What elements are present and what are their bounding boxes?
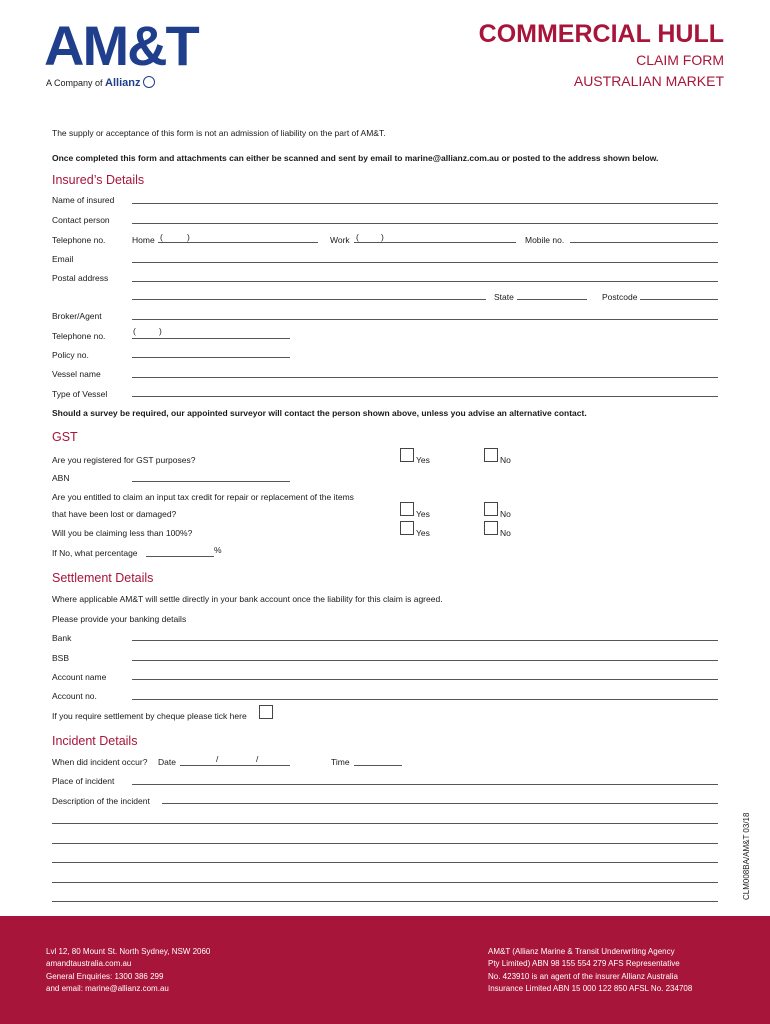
- account-name-field[interactable]: [132, 679, 718, 680]
- home-phone-field[interactable]: [158, 242, 318, 243]
- footer-legal-line: Insurance Limited ABN 15 000 122 850 AFSL No. 234708: [488, 984, 693, 994]
- type-of-vessel-field[interactable]: [132, 396, 718, 397]
- home-paren-open: (: [160, 232, 163, 242]
- allianz-brand: Allianz: [105, 77, 141, 89]
- postal-address-line2-field[interactable]: [132, 299, 486, 300]
- postal-address-field[interactable]: [132, 281, 718, 282]
- gst-registered-question: Are you registered for GST purposes?: [52, 455, 196, 465]
- broker-paren-close: ): [159, 326, 162, 336]
- footer-legal: [488, 946, 692, 996]
- broker-paren-open: (: [133, 326, 136, 336]
- type-of-vessel-label: Type of Vessel: [52, 389, 108, 399]
- time-label: Time: [331, 757, 350, 767]
- settlement-note: Where applicable AM&T will settle directly in your bank account once the liability for this claim is agreed.: [52, 594, 443, 604]
- liability-disclaimer: The supply or acceptance of this form is not an admission of liability on the part of AM&T.: [52, 128, 386, 138]
- input-credit-no-label: No: [500, 509, 511, 519]
- footer-legal-line: Pty Limited) ABN 98 155 554 279 AFS Representative: [488, 959, 680, 969]
- description-label: Description of the incident: [52, 796, 150, 806]
- footer-legal-line: AM&T (Allianz Marine & Transit Underwriting Agency: [488, 947, 675, 956]
- gst-registered-yes-checkbox[interactable]: [400, 448, 414, 462]
- work-label: Work: [330, 235, 350, 245]
- gst-registered-no-label: No: [500, 455, 511, 465]
- home-label: Home: [132, 235, 155, 245]
- input-credit-question-cont: that have been lost or damaged?: [52, 509, 177, 519]
- incident-time-field[interactable]: [354, 765, 402, 766]
- name-of-insured-field[interactable]: [132, 203, 718, 204]
- email-label: Email: [52, 254, 74, 264]
- less-than-100-yes-label: Yes: [416, 528, 430, 538]
- logo-tagline-text: A Company of: [46, 78, 103, 88]
- state-label: State: [494, 292, 514, 302]
- policy-no-label: Policy no.: [52, 350, 89, 360]
- bsb-field[interactable]: [132, 660, 718, 661]
- less-than-100-question: Will you be claiming less than 100%?: [52, 528, 193, 538]
- logo-tagline: [46, 76, 155, 89]
- description-field-line-2[interactable]: [52, 823, 718, 824]
- percentage-question: If No, what percentage: [52, 548, 138, 558]
- input-credit-question: Are you entitled to claim an input tax credit for repair or replacement of the items: [52, 492, 354, 502]
- footer-phone: General Enquiries: 1300 386 299: [46, 971, 164, 981]
- incident-details-heading: Incident Details: [52, 734, 138, 748]
- submission-instructions: Once completed this form and attachments can either be scanned and sent by email to marine@allianz.com.au or posted to the address shown below.: [52, 153, 659, 163]
- date-separator-1: /: [216, 754, 219, 764]
- policy-no-field[interactable]: [132, 357, 290, 358]
- footer-website: amandtaustralia.com.au: [46, 959, 132, 969]
- cheque-checkbox[interactable]: [259, 705, 273, 719]
- email-field[interactable]: [132, 262, 718, 263]
- work-phone-field[interactable]: [354, 242, 516, 243]
- bank-label: Bank: [52, 633, 72, 643]
- contact-person-label: Contact person: [52, 215, 110, 225]
- less-than-100-no-checkbox[interactable]: [484, 521, 498, 535]
- less-than-100-yes-checkbox[interactable]: [400, 521, 414, 535]
- broker-agent-field[interactable]: [132, 319, 718, 320]
- banking-details-prompt: Please provide your banking details: [52, 614, 187, 624]
- gst-registered-yes-label: Yes: [416, 455, 430, 465]
- gst-registered-no-checkbox[interactable]: [484, 448, 498, 462]
- telephone-label: Telephone no.: [52, 235, 106, 245]
- abn-field[interactable]: [132, 481, 290, 482]
- bsb-label: BSB: [52, 653, 70, 663]
- less-than-100-no-label: No: [500, 528, 511, 538]
- allianz-eagle-icon: [143, 76, 155, 88]
- form-title: COMMERCIAL HULL: [478, 20, 724, 48]
- account-no-label: Account no.: [52, 691, 97, 701]
- input-credit-yes-label: Yes: [416, 509, 430, 519]
- footer-address: Lvl 12, 80 Mount St. North Sydney, NSW 2060: [46, 947, 211, 956]
- form-market: AUSTRALIAN MARKET: [573, 73, 724, 89]
- description-field-line-5[interactable]: [52, 882, 718, 883]
- description-field-line-3[interactable]: [52, 843, 718, 844]
- broker-telephone-label: Telephone no.: [52, 331, 106, 341]
- vessel-name-label: Vessel name: [52, 369, 101, 379]
- account-name-label: Account name: [52, 672, 107, 682]
- insured-details-heading: Insured’s Details: [52, 173, 145, 187]
- work-paren-close: ): [381, 232, 384, 242]
- input-credit-yes-checkbox[interactable]: [400, 502, 414, 516]
- broker-telephone-field[interactable]: [132, 338, 290, 339]
- name-of-insured-label: Name of insured: [52, 195, 115, 205]
- form-subtitle: CLAIM FORM: [636, 52, 724, 68]
- footer: [0, 916, 770, 1024]
- description-field-line-6[interactable]: [52, 901, 718, 902]
- account-no-field[interactable]: [132, 699, 718, 700]
- mobile-label: Mobile no.: [525, 235, 565, 245]
- vessel-name-field[interactable]: [132, 377, 718, 378]
- postal-address-label: Postal address: [52, 273, 109, 283]
- percentage-field[interactable]: [146, 556, 214, 557]
- description-field-line-4[interactable]: [52, 862, 718, 863]
- state-field[interactable]: [517, 299, 587, 300]
- date-label: Date: [158, 757, 176, 767]
- place-of-incident-label: Place of incident: [52, 776, 115, 786]
- form-code: CLM008BA/AM&T 03/18: [742, 812, 751, 900]
- place-of-incident-field[interactable]: [132, 784, 718, 785]
- footer-legal-line: No. 423910 is an agent of the insurer Allianz Australia: [488, 971, 678, 981]
- work-paren-open: (: [356, 232, 359, 242]
- incident-date-field[interactable]: [180, 765, 290, 766]
- amt-logo: AM&T: [44, 14, 198, 77]
- mobile-phone-field[interactable]: [570, 242, 718, 243]
- date-separator-2: /: [256, 754, 259, 764]
- cheque-label: If you require settlement by cheque please tick here: [52, 711, 247, 721]
- description-field-line-1[interactable]: [162, 803, 718, 804]
- abn-label: ABN: [52, 473, 70, 483]
- bank-field[interactable]: [132, 640, 718, 641]
- percent-sign: %: [214, 545, 222, 555]
- footer-contact: [46, 946, 210, 996]
- home-paren-close: ): [187, 232, 190, 242]
- footer-email: and email: marine@allianz.com.au: [46, 984, 169, 994]
- postcode-label: Postcode: [602, 292, 638, 302]
- survey-note: Should a survey be required, our appointed surveyor will contact the person shown above, unless you advise an alternative contact.: [52, 408, 587, 418]
- settlement-details-heading: Settlement Details: [52, 571, 154, 585]
- contact-person-field[interactable]: [132, 223, 718, 224]
- gst-heading: GST: [52, 430, 78, 444]
- postcode-field[interactable]: [640, 299, 718, 300]
- input-credit-no-checkbox[interactable]: [484, 502, 498, 516]
- broker-agent-label: Broker/Agent: [52, 311, 102, 321]
- when-incident-label: When did incident occur?: [52, 757, 148, 767]
